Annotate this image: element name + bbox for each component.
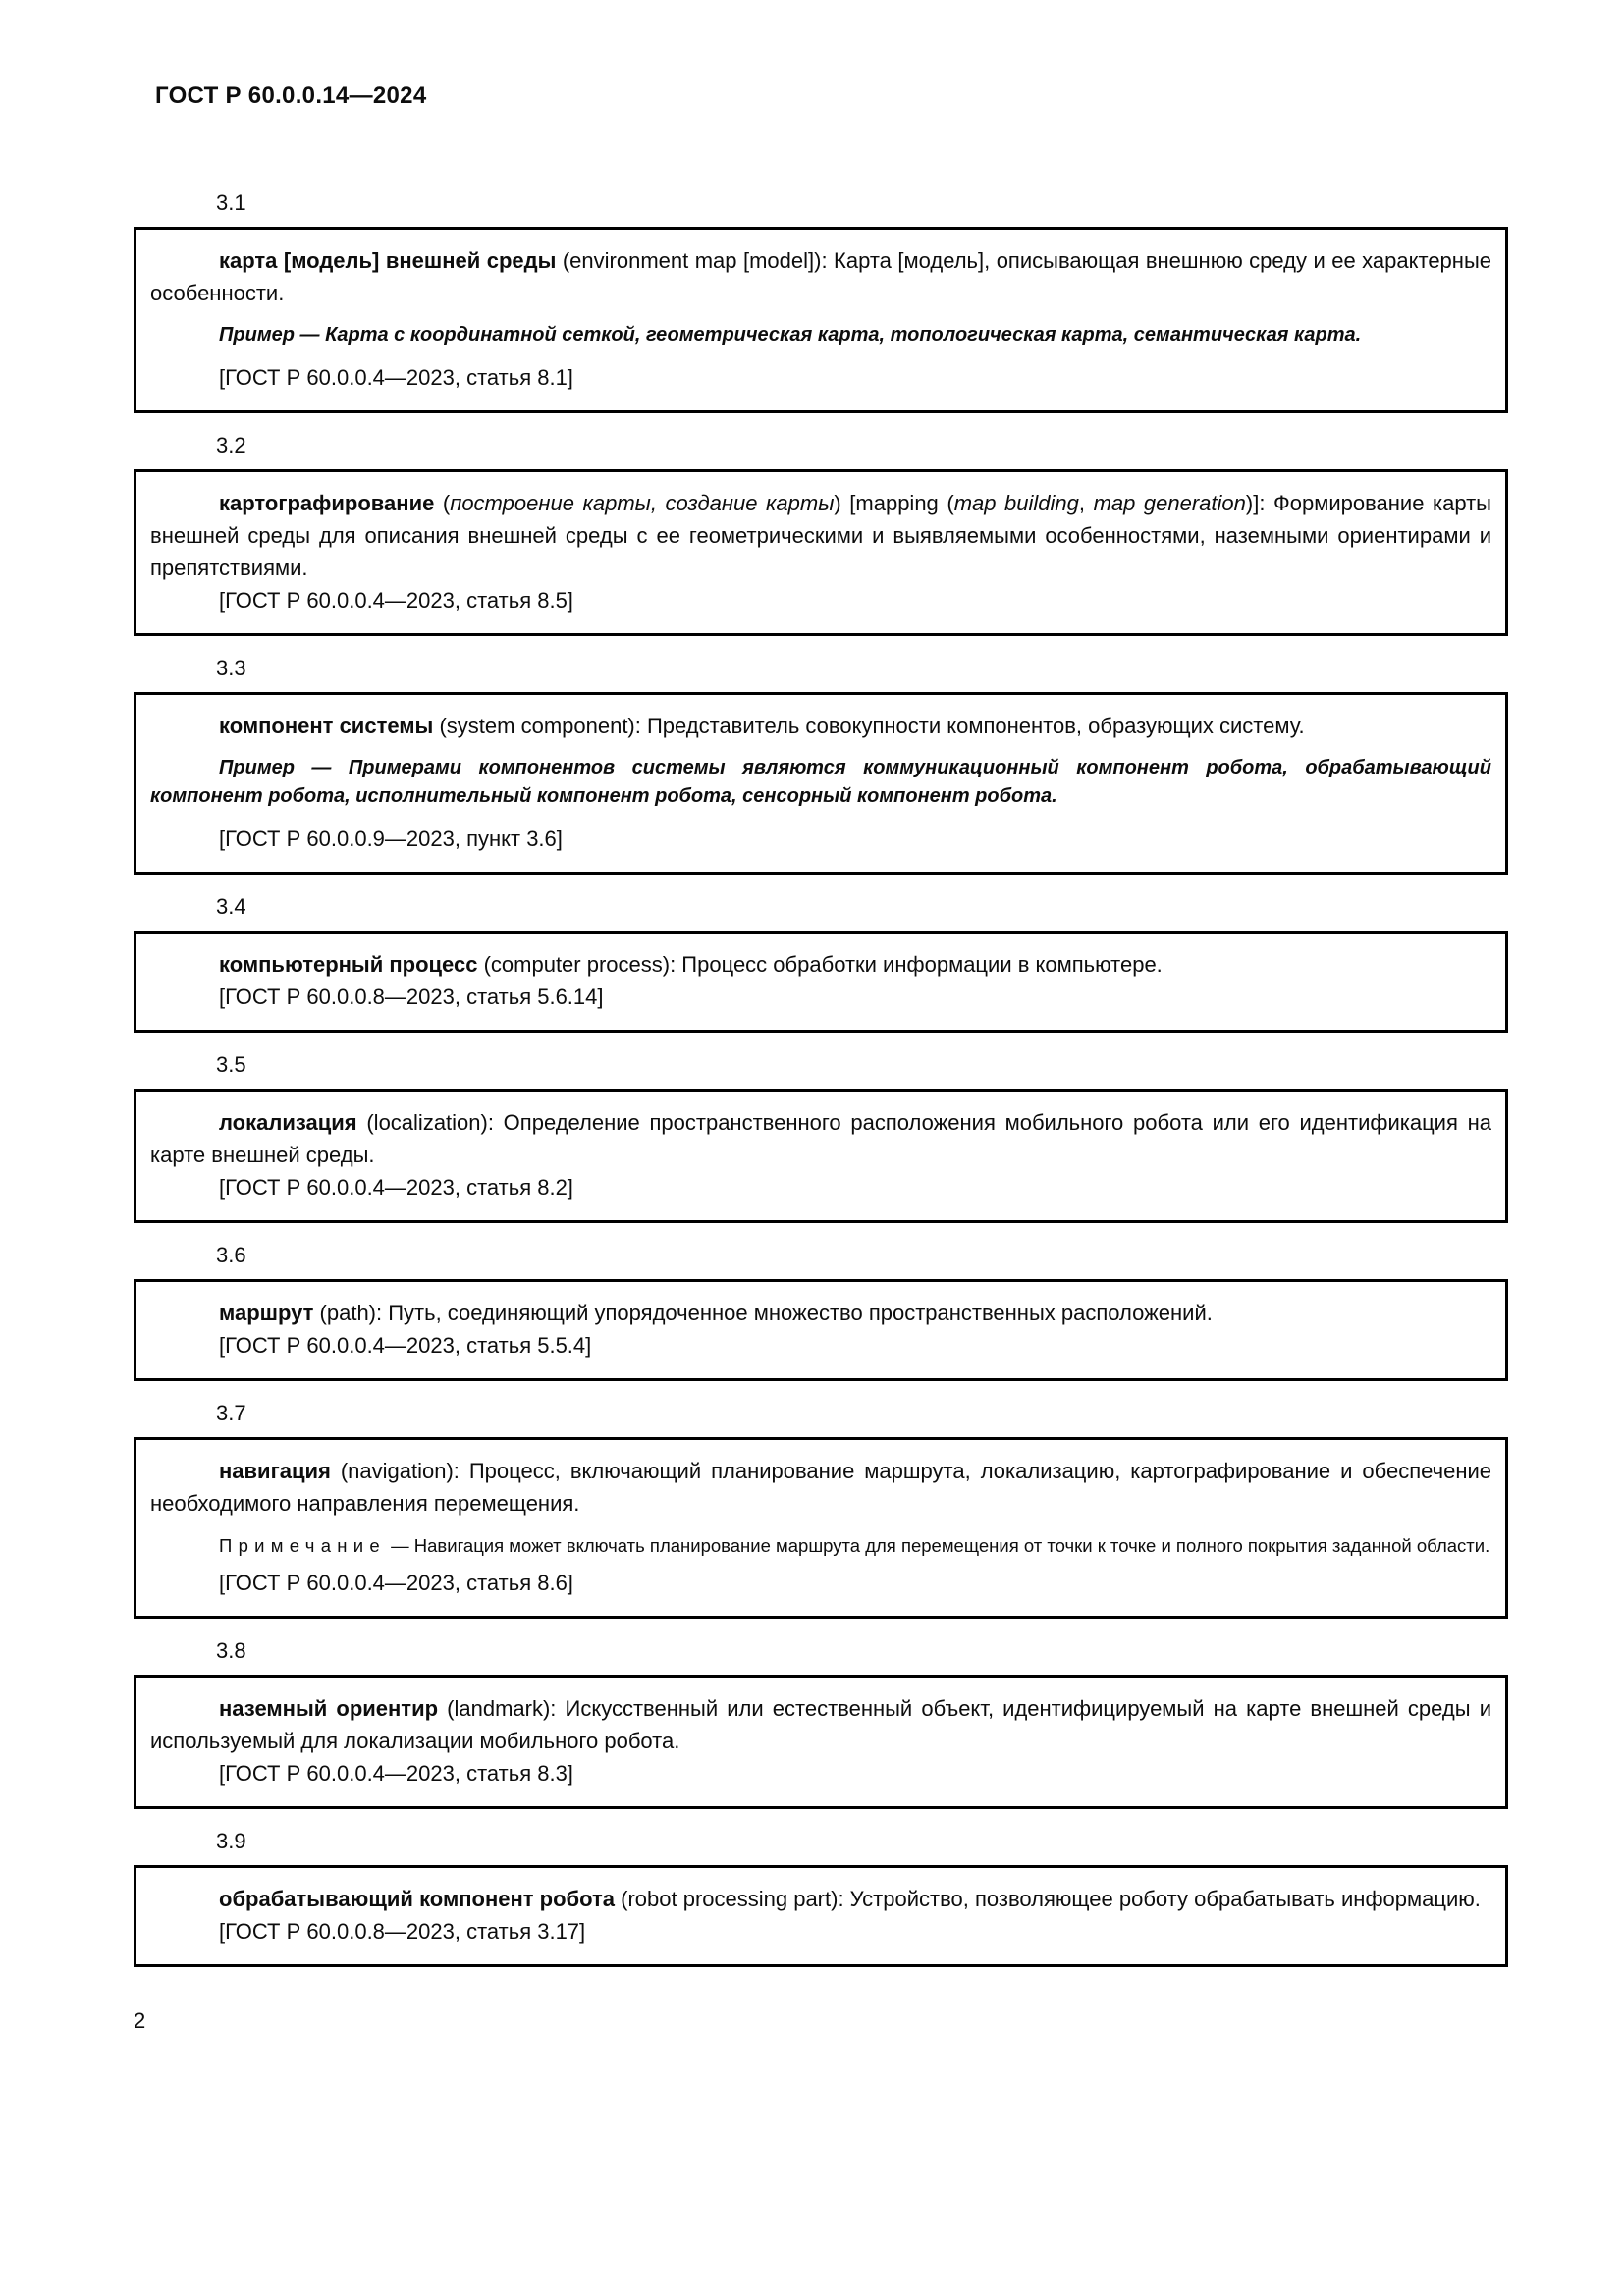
text-segment: [ГОСТ Р 60.0.0.4—2023, статья 8.2] [219,1175,573,1200]
term-box [134,1279,1508,1381]
term-section [134,894,1508,1033]
text-segment: (robot processing part): Устройство, позволяющее роботу обрабатывать информацию. [615,1887,1481,1911]
term-section [134,1638,1508,1809]
text-segment: компонент системы [219,714,434,738]
term-source [150,1171,1491,1203]
term-definition [150,1297,1491,1329]
text-segment: компьютерный процесс [219,952,478,977]
text-segment: )]: Формирование карты внешней среды для описания внешней среды с ее геометрическими и выявляемыми особенностями, наземными ориентирами и препятствиями. [150,491,1491,580]
text-segment: map generation [1093,491,1246,515]
text-segment: (computer process): Процесс обработки информации в компьютере. [477,952,1163,977]
document-header: ГОСТ Р 60.0.0.14—2024 [155,82,427,109]
text-segment: построение карты, создание карты [450,491,835,515]
sections [134,190,1508,1967]
text-segment: Примечание [219,1535,386,1556]
term-box [134,1865,1508,1967]
section-number: 3.8 [216,1638,246,1663]
term-source [150,981,1491,1013]
text-segment: [ГОСТ Р 60.0.0.4—2023, статья 8.1] [219,365,573,390]
text-segment: наземный ориентир [219,1696,439,1721]
term-source [150,1567,1491,1599]
term-box [134,1675,1508,1809]
text-segment: Пример — Карта с координатной сеткой, геометрическая карта, топологическая карта, семантическая карта. [219,324,1362,346]
text-segment: ( [434,491,451,515]
text-segment: маршрут [219,1301,314,1325]
term-definition [150,244,1491,309]
term-section [134,1052,1508,1223]
text-segment: навигация [219,1459,331,1483]
text-segment: , [1078,491,1094,515]
term-box [134,931,1508,1033]
term-box [134,1437,1508,1619]
section-number: 3.5 [216,1052,246,1077]
term-box [134,227,1508,413]
text-segment: map building [953,491,1079,515]
text-segment: (path): Путь, соединяющий упорядоченное множество пространственных расположений. [313,1301,1213,1325]
text-segment: [ГОСТ Р 60.0.0.8—2023, статья 5.6.14] [219,985,604,1009]
text-segment: (navigation): Процесс, включающий планирование маршрута, локализацию, картографирование и обеспечение необходимого направления перемещения. [150,1459,1491,1516]
text-segment: [ГОСТ Р 60.0.0.4—2023, статья 8.5] [219,588,573,613]
term-definition [150,1692,1491,1757]
text-segment: ) [mapping ( [834,491,954,515]
term-definition [150,710,1491,742]
term-source [150,361,1491,394]
term-source [150,1757,1491,1789]
section-number: 3.4 [216,894,246,919]
term-source [150,823,1491,855]
text-segment: карта [модель] внешней среды [219,248,557,273]
term-definition [150,487,1491,584]
page-number: 2 [134,2008,146,2033]
text-segment: [ГОСТ Р 60.0.0.9—2023, пункт 3.6] [219,827,563,851]
term-section [134,1401,1508,1619]
section-number: 3.6 [216,1243,246,1267]
term-example [150,321,1491,349]
term-note [150,1533,1491,1559]
text-segment: [ГОСТ Р 60.0.0.4—2023, статья 5.5.4] [219,1333,592,1358]
term-source [150,1329,1491,1362]
term-section [134,1829,1508,1967]
text-segment: [ГОСТ Р 60.0.0.8—2023, статья 3.17] [219,1919,586,1944]
section-number: 3.3 [216,656,246,680]
text-segment: локализация [219,1110,357,1135]
term-box [134,1089,1508,1223]
section-number: 3.1 [216,190,246,215]
term-source [150,1915,1491,1948]
text-segment: картографирование [219,491,435,515]
term-definition [150,1455,1491,1520]
term-section [134,433,1508,636]
term-box [134,692,1508,875]
text-segment: Пример — Примерами компонентов системы являются коммуникационный компонент робота, обрабатывающий компонент робота, исполнительный компонент робота, сенсорный компонент робота. [150,757,1491,807]
text-segment: (environment map [model]): Карта [модель], описывающая внешнюю среду и ее характерные особенности. [150,248,1491,305]
term-section [134,190,1508,413]
term-source [150,584,1491,616]
term-box [134,469,1508,636]
term-definition [150,948,1491,981]
text-segment: (system component): Представитель совокупности компонентов, образующих систему. [433,714,1305,738]
section-number: 3.2 [216,433,246,457]
text-segment: (localization): Определение пространственного расположения мобильного робота или его идентификация на карте внешней среды. [150,1110,1491,1167]
term-section [134,656,1508,875]
text-segment: [ГОСТ Р 60.0.0.4—2023, статья 8.3] [219,1761,573,1786]
term-section [134,1243,1508,1381]
section-number: 3.9 [216,1829,246,1853]
section-number: 3.7 [216,1401,246,1425]
term-example [150,754,1491,811]
text-segment: — Навигация может включать планирование маршрута для перемещения от точки к точке и полного покрытия заданной области. [385,1535,1490,1556]
text-segment: обрабатывающий компонент робота [219,1887,616,1911]
term-definition [150,1883,1491,1915]
term-definition [150,1106,1491,1171]
text-segment: (landmark): Искусственный или естественный объект, идентифицируемый на карте внешней среды и используемый для локализации мобильного робота. [150,1696,1491,1753]
text-segment: [ГОСТ Р 60.0.0.4—2023, статья 8.6] [219,1571,573,1595]
